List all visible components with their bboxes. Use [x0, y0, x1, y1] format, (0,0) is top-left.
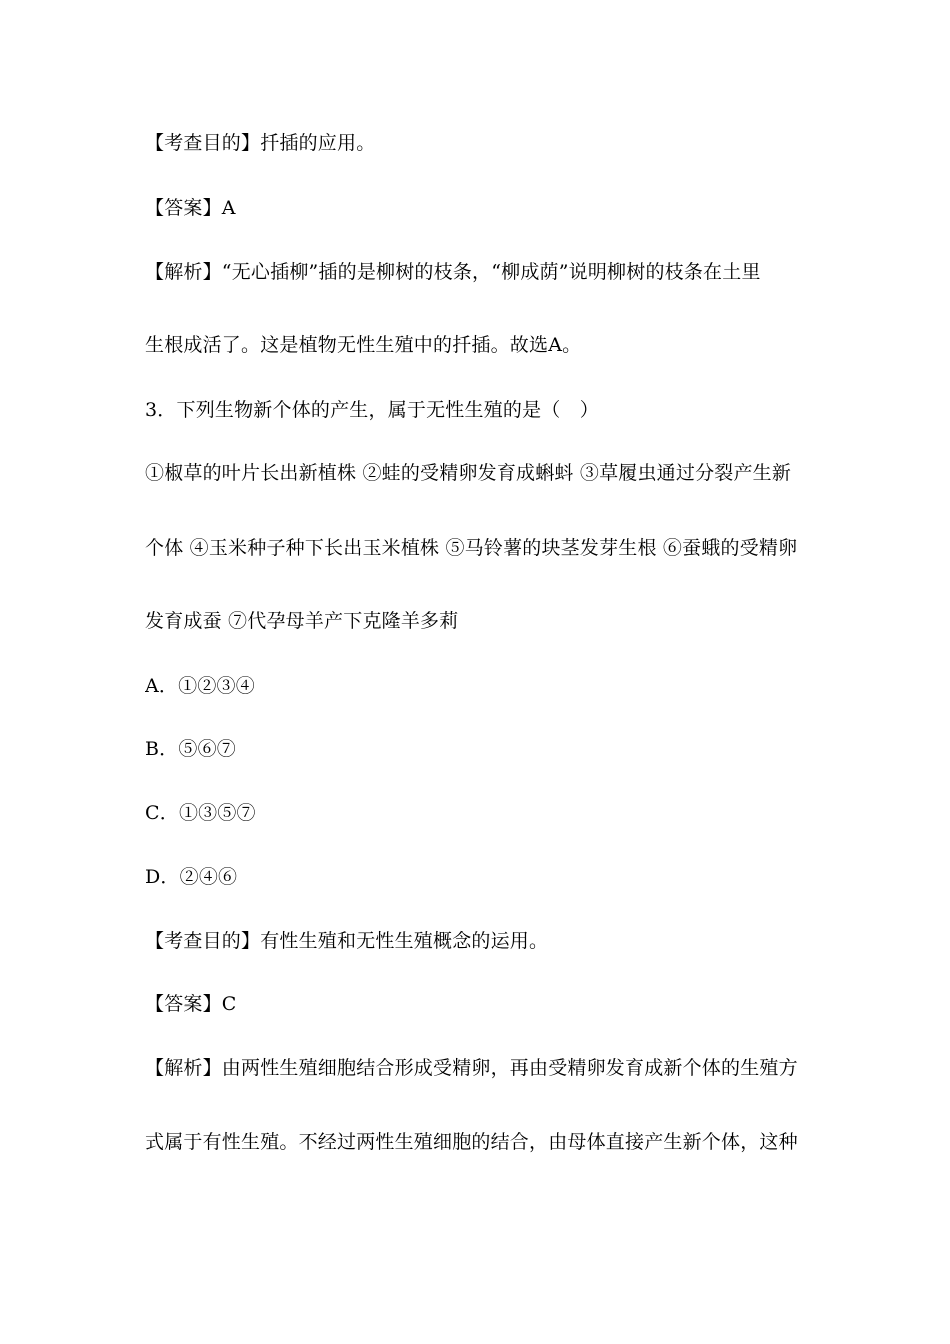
q2-analysis-line-1: 【解析】“无心插柳”插的是柳树的枝条，“柳成荫”说明柳树的枝条在土里 — [145, 261, 761, 283]
q3-option-d: D．②④⑥ — [145, 866, 238, 888]
q2-analysis-line-2: 生根成活了。这是植物无性生殖中的扦插。故选A。 — [145, 334, 582, 356]
q3-analysis-line-2: 式属于有性生殖。不经过两性生殖细胞的结合，由母体直接产生新个体，这种 — [145, 1131, 798, 1153]
q3-option-c: C．①③⑤⑦ — [145, 802, 256, 824]
q3-stem: 3．下列生物新个体的产生，属于无性生殖的是（ ） — [145, 399, 599, 421]
q3-items-line-3: 发育成蚕 ⑦代孕母羊产下克隆羊多莉 — [145, 610, 459, 632]
q3-option-b: B．⑤⑥⑦ — [145, 738, 236, 760]
q3-items-line-1: ①椒草的叶片长出新植株 ②蛙的受精卵发育成蝌蚪 ③草履虫通过分裂产生新 — [145, 462, 792, 484]
q2-purpose: 【考查目的】扦插的应用。 — [145, 132, 376, 154]
q3-purpose: 【考查目的】有性生殖和无性生殖概念的运用。 — [145, 930, 549, 952]
q3-analysis-line-1: 【解析】由两性生殖细胞结合形成受精卵，再由受精卵发育成新个体的生殖方 — [145, 1057, 798, 1079]
q3-items-line-2: 个体 ④玉米种子种下长出玉米植株 ⑤马铃薯的块茎发芽生根 ⑥蚕蛾的受精卵 — [145, 537, 798, 559]
q3-option-a: A．①②③④ — [145, 675, 255, 697]
q2-answer: 【答案】A — [145, 197, 236, 219]
q3-answer: 【答案】C — [145, 993, 237, 1015]
